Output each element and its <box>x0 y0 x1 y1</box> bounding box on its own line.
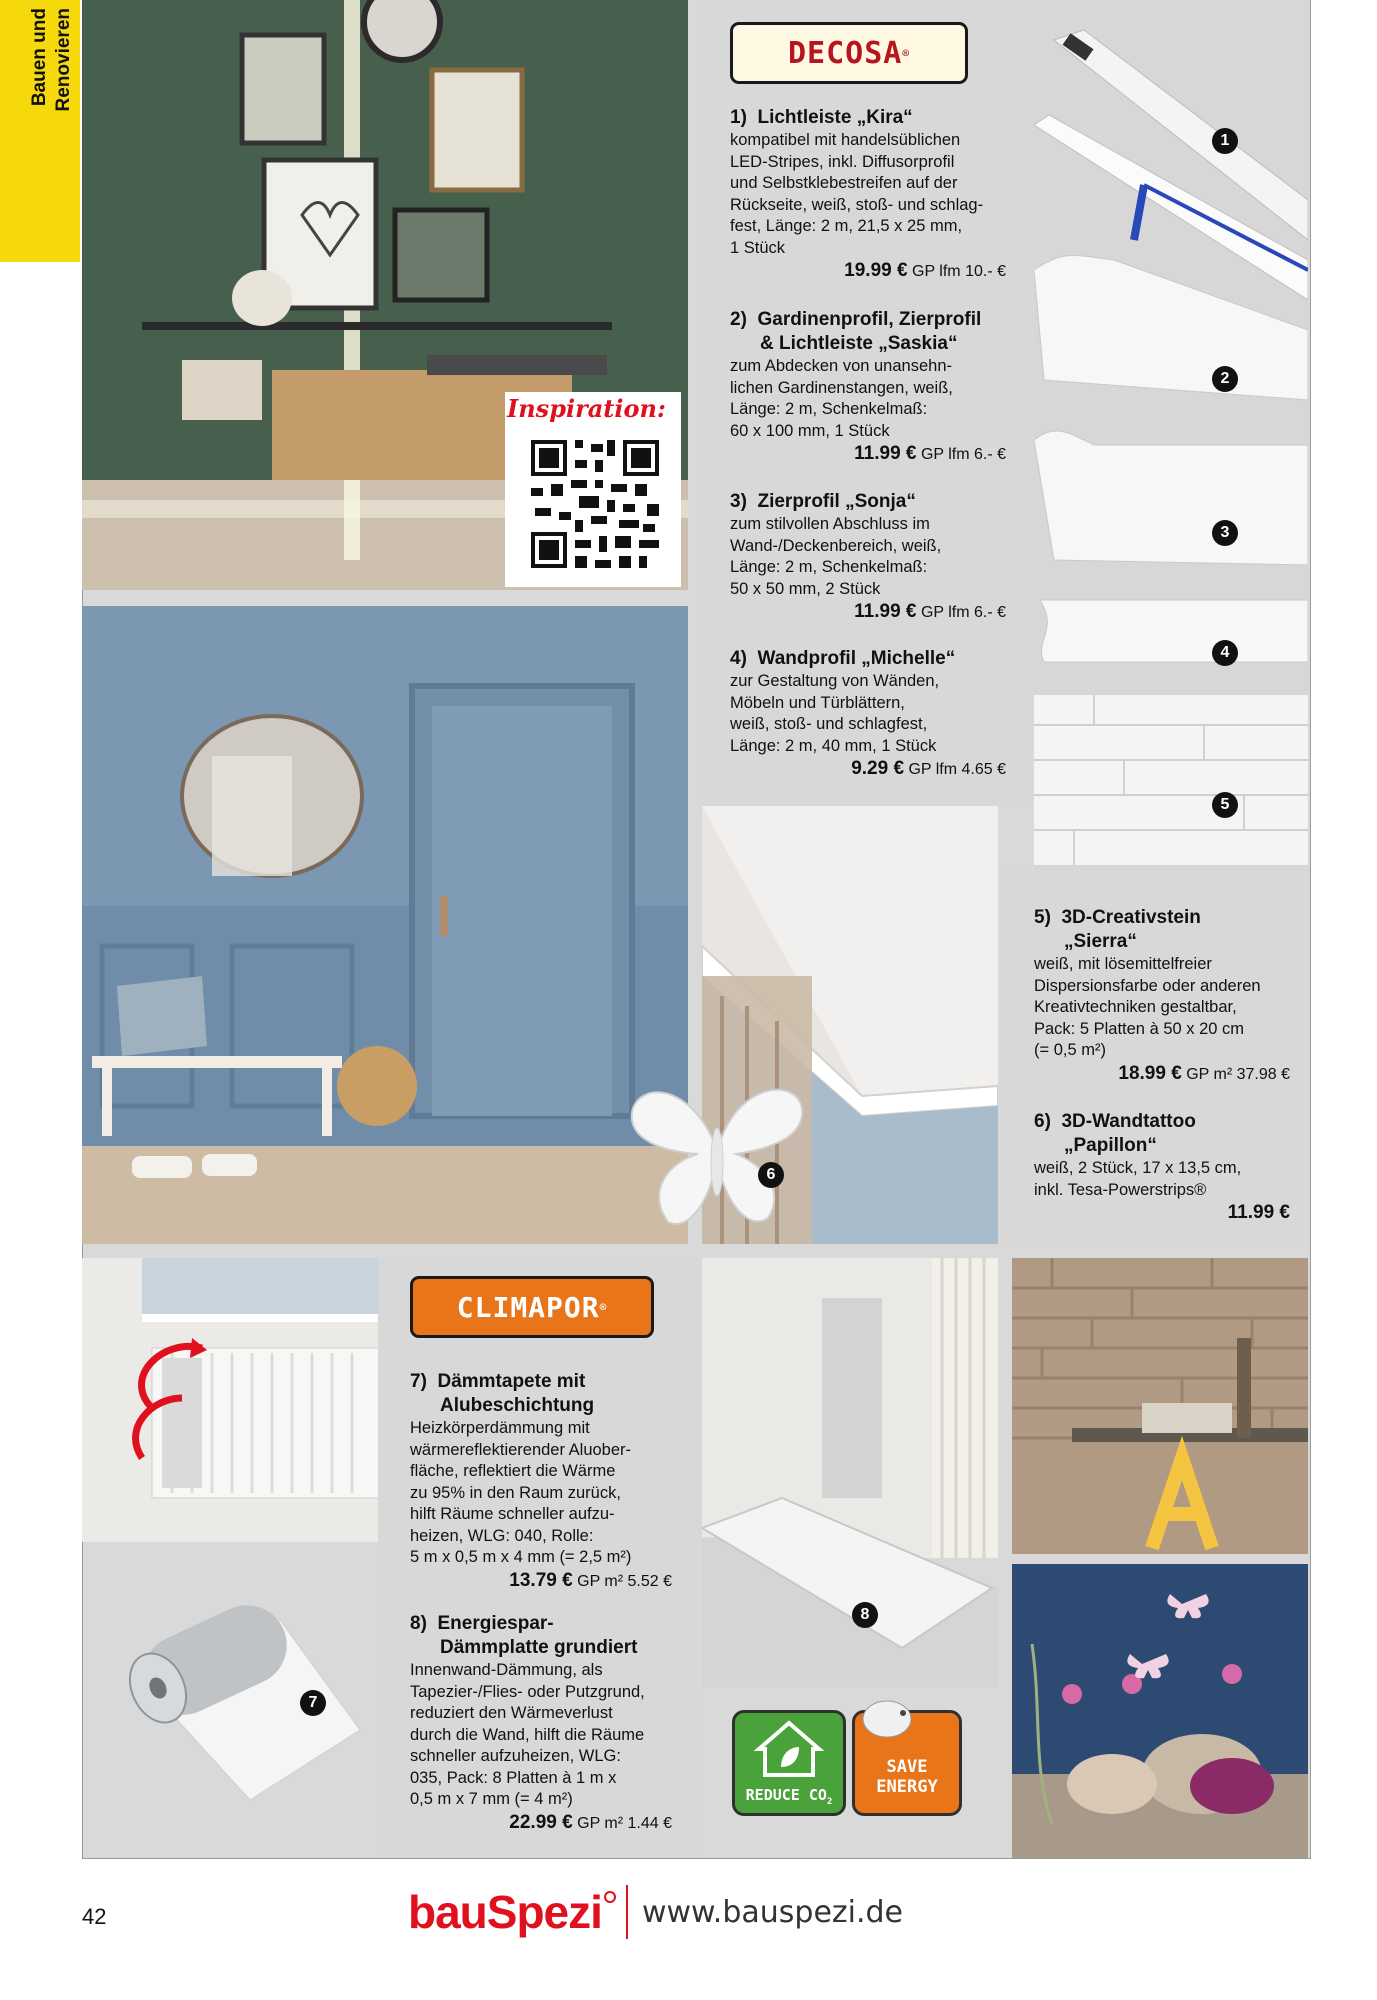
inspiration-qr-block[interactable] <box>505 392 681 587</box>
product-7-desc <box>410 1418 672 1569</box>
badge-5: 5 <box>1212 792 1238 818</box>
badge-7: 7 <box>300 1690 326 1716</box>
product-8-desc <box>410 1660 672 1811</box>
product-6-num: 6) <box>1034 1111 1051 1132</box>
product-2-unit-price: GP lfm 6.- € <box>920 446 1006 463</box>
product-1 <box>730 106 1006 284</box>
save-energy-line1: SAVE <box>886 1757 928 1777</box>
product-2-title-line2: & Lichtleiste „Saskia“ <box>760 333 958 354</box>
desc-line: wärmereflektierender Aluober- <box>410 1440 632 1459</box>
desc-line: zum Abdecken von unansehn- <box>730 357 952 375</box>
desc-line: weiß, 2 Stück, 17 x 13,5 cm, <box>1034 1159 1242 1177</box>
desc-line: Dispersionsfarbe oder anderen <box>1034 976 1261 995</box>
product-2 <box>730 308 1006 467</box>
product-8-title-line2: Dämmplatte grundiert <box>440 1637 638 1658</box>
bauspezi-logo: bauSpezi <box>408 1886 602 1938</box>
product-6-price: 11.99 € <box>1227 1202 1290 1223</box>
product-6-desc <box>1034 1158 1290 1201</box>
product-4-desc <box>730 671 1006 757</box>
section-tab <box>0 0 80 262</box>
photo-butterfly-wall <box>1012 1564 1308 1858</box>
climapor-logo-text: CLIMAPOR <box>456 1290 600 1324</box>
photo-insulation-board <box>702 1258 998 1688</box>
desc-line: 1 Stück <box>730 238 786 257</box>
desc-line: Länge: 2 m, Schenkelmaß: <box>730 400 928 418</box>
product-1-num: 1) <box>730 107 747 128</box>
desc-line: Möbeln und Türblättern, <box>730 693 905 712</box>
reduce-co2-label <box>735 1786 843 1807</box>
desc-line: LED-Stripes, inkl. Diffusorprofil <box>730 152 955 171</box>
photo-blue-hallway <box>82 606 688 1244</box>
desc-line: zum stilvollen Abschluss im <box>730 515 930 533</box>
product-3-desc <box>730 514 1006 600</box>
product-7-unit-price: GP m² 5.52 € <box>577 1572 672 1590</box>
product-3-num: 3) <box>730 491 747 512</box>
desc-line: Pack: 5 Platten à 50 x 20 cm <box>1034 1019 1245 1038</box>
page-number: 42 <box>82 1904 107 1929</box>
decosa-logo <box>730 22 968 84</box>
qr-code-icon[interactable] <box>527 436 663 572</box>
product-6-title <box>1034 1110 1290 1134</box>
logo-degree-icon <box>604 1891 616 1903</box>
product-5-desc <box>1034 954 1290 1062</box>
product-8-unit-price: GP m² 1.44 € <box>577 1814 672 1832</box>
desc-line: und Selbstklebestreifen auf der <box>730 174 958 192</box>
product-1-unit-price: GP lfm 10.- € <box>912 263 1006 280</box>
section-tab-line2: Renovieren <box>53 8 74 112</box>
desc-line: 50 x 50 mm, 2 Stück <box>730 579 881 598</box>
badge-4: 4 <box>1212 640 1238 666</box>
product-1-title-text: Lichtleiste „Kira“ <box>757 107 913 128</box>
desc-line: hilft Räume schneller aufzu- <box>410 1505 615 1523</box>
desc-line: Innenwand-Dämmung, als <box>410 1661 603 1679</box>
product-2-price: 11.99 € <box>854 443 917 464</box>
desc-line: Heizkörperdämmung mit <box>410 1419 590 1437</box>
website-link[interactable]: www.bauspezi.de <box>641 1894 904 1930</box>
product-3-unit-price: GP lfm 6.- € <box>920 604 1006 621</box>
product-5-price-line <box>1034 1062 1290 1087</box>
desc-line: heizen, WLG: 040, Rolle: <box>410 1526 594 1545</box>
product-4-price: 9.29 € <box>851 758 905 779</box>
reduce-co2-icon <box>732 1710 846 1816</box>
product-4-title-text: Wandprofil „Michelle“ <box>757 648 956 669</box>
decosa-logo-text: DECOSA <box>788 35 903 71</box>
product-5-title <box>1034 906 1290 930</box>
desc-line: Tapezier-/Flies- oder Putzgrund, <box>410 1682 645 1701</box>
product-2-price-line <box>730 442 1006 467</box>
product-4-title <box>730 647 1006 671</box>
product-7-title-line2: Alubeschichtung <box>440 1395 595 1416</box>
badge-6: 6 <box>758 1162 784 1188</box>
desc-line: weiß, mit lösemittelfreier <box>1034 955 1212 973</box>
save-energy-icon <box>852 1710 962 1816</box>
product-4-num: 4) <box>730 648 747 669</box>
desc-line: Wand-/Deckenbereich, weiß, <box>730 536 942 555</box>
desc-line: Kreativtechniken gestaltbar, <box>1034 998 1237 1016</box>
desc-line: fläche, reflektiert die Wärme <box>410 1462 616 1480</box>
product-3 <box>730 490 1006 625</box>
footer-brand[interactable] <box>408 1882 903 1942</box>
product-2-num: 2) <box>730 309 747 330</box>
product-4-unit-price: GP lfm 4.65 € <box>908 761 1006 778</box>
product-5 <box>1034 906 1290 1087</box>
product-3-title <box>730 490 1006 514</box>
reduce-co2-subscript: 2 <box>826 1797 833 1807</box>
product-7-title <box>410 1370 672 1394</box>
product-7-price-line <box>410 1569 672 1594</box>
product-2-title-text: Gardinenprofil, Zierprofil <box>757 309 982 330</box>
badge-2: 2 <box>1212 366 1238 392</box>
desc-line: 60 x 100 mm, 1 Stück <box>730 421 890 440</box>
product-6-price-line <box>1034 1201 1290 1226</box>
product-5-num: 5) <box>1034 907 1051 928</box>
product-2-title <box>730 308 1006 332</box>
product-8-title <box>410 1612 672 1636</box>
product-7-num: 7) <box>410 1371 427 1392</box>
photo-stone-wall <box>1012 1258 1308 1554</box>
product-6-title-line2: „Papillon“ <box>1064 1135 1157 1156</box>
desc-line: durch die Wand, hilft die Räume <box>410 1725 645 1744</box>
product-8-num: 8) <box>410 1613 427 1634</box>
product-7-price: 13.79 € <box>509 1569 573 1591</box>
product-1-title <box>730 106 1006 130</box>
product-5-title-line2: „Sierra“ <box>1064 931 1137 952</box>
product-4 <box>730 647 1006 782</box>
reduce-co2-text: REDUCE CO <box>745 1786 827 1804</box>
footer-divider <box>626 1885 628 1939</box>
desc-line: 035, Pack: 8 Platten à 1 m x <box>410 1768 617 1787</box>
product-2-desc <box>730 356 1006 442</box>
product-3-price-line <box>730 600 1006 625</box>
product-3-title-text: Zierprofil „Sonja“ <box>757 491 916 512</box>
piggy-bank-icon <box>857 1691 917 1741</box>
inspiration-label: Inspiration: <box>507 394 666 423</box>
desc-line: lichen Gardinenstangen, weiß, <box>730 378 953 397</box>
product-4-price-line <box>730 757 1006 782</box>
product-7 <box>410 1370 672 1594</box>
product-1-desc <box>730 130 1006 259</box>
profiles-image-panel <box>1034 0 1308 870</box>
save-energy-label <box>855 1757 959 1797</box>
product-5-price: 18.99 € <box>1118 1062 1182 1084</box>
badge-1: 1 <box>1212 128 1238 154</box>
climapor-logo <box>410 1276 654 1338</box>
desc-line: zur Gestaltung von Wänden, <box>730 672 940 690</box>
desc-line: reduziert den Wärmeverlust <box>410 1704 613 1722</box>
climapor-registered-mark: ® <box>599 1300 608 1314</box>
desc-line: 0,5 m x 7 mm (= 4 m²) <box>410 1790 573 1808</box>
desc-line: weiß, stoß- und schlagfest, <box>730 715 928 733</box>
product-6 <box>1034 1110 1290 1226</box>
product-8 <box>410 1612 672 1836</box>
product-1-price-line <box>730 259 1006 284</box>
product-8-title-text: Energiespar- <box>437 1613 554 1634</box>
desc-line: 5 m x 0,5 m x 4 mm (= 2,5 m²) <box>410 1548 632 1566</box>
product-6-title-text: 3D-Wandtattoo <box>1061 1111 1196 1132</box>
insulation-roll-icon <box>110 1580 370 1820</box>
desc-line: Rückseite, weiß, stoß- und schlag- <box>730 195 984 214</box>
desc-line: Länge: 2 m, Schenkelmaß: <box>730 558 928 576</box>
save-energy-line2: ENERGY <box>876 1777 938 1797</box>
desc-line: inkl. Tesa-Powerstrips® <box>1034 1180 1207 1199</box>
decosa-registered-mark: ® <box>902 46 910 60</box>
desc-line: zu 95% in den Raum zurück, <box>410 1483 621 1502</box>
desc-line: kompatibel mit handelsüblichen <box>730 131 961 149</box>
butterfly-icon <box>628 1072 806 1232</box>
desc-line: fest, Länge: 2 m, 21,5 x 25 mm, <box>730 217 963 235</box>
badge-8: 8 <box>852 1602 878 1628</box>
product-1-price: 19.99 € <box>844 260 908 281</box>
desc-line: (= 0,5 m²) <box>1034 1041 1106 1059</box>
desc-line: Länge: 2 m, 40 mm, 1 Stück <box>730 736 937 755</box>
photo-radiator <box>82 1258 378 1542</box>
product-3-price: 11.99 € <box>854 601 917 622</box>
product-8-price: 22.99 € <box>509 1811 573 1833</box>
badge-3: 3 <box>1212 520 1238 546</box>
desc-line: schneller aufzuheizen, WLG: <box>410 1747 621 1765</box>
product-5-title-text: 3D-Creativstein <box>1061 907 1201 928</box>
product-7-title-text: Dämmtapete mit <box>437 1371 586 1392</box>
section-tab-line1: Bauen und <box>29 8 50 107</box>
product-8-price-line <box>410 1811 672 1836</box>
product-5-unit-price: GP m² 37.98 € <box>1186 1065 1290 1083</box>
